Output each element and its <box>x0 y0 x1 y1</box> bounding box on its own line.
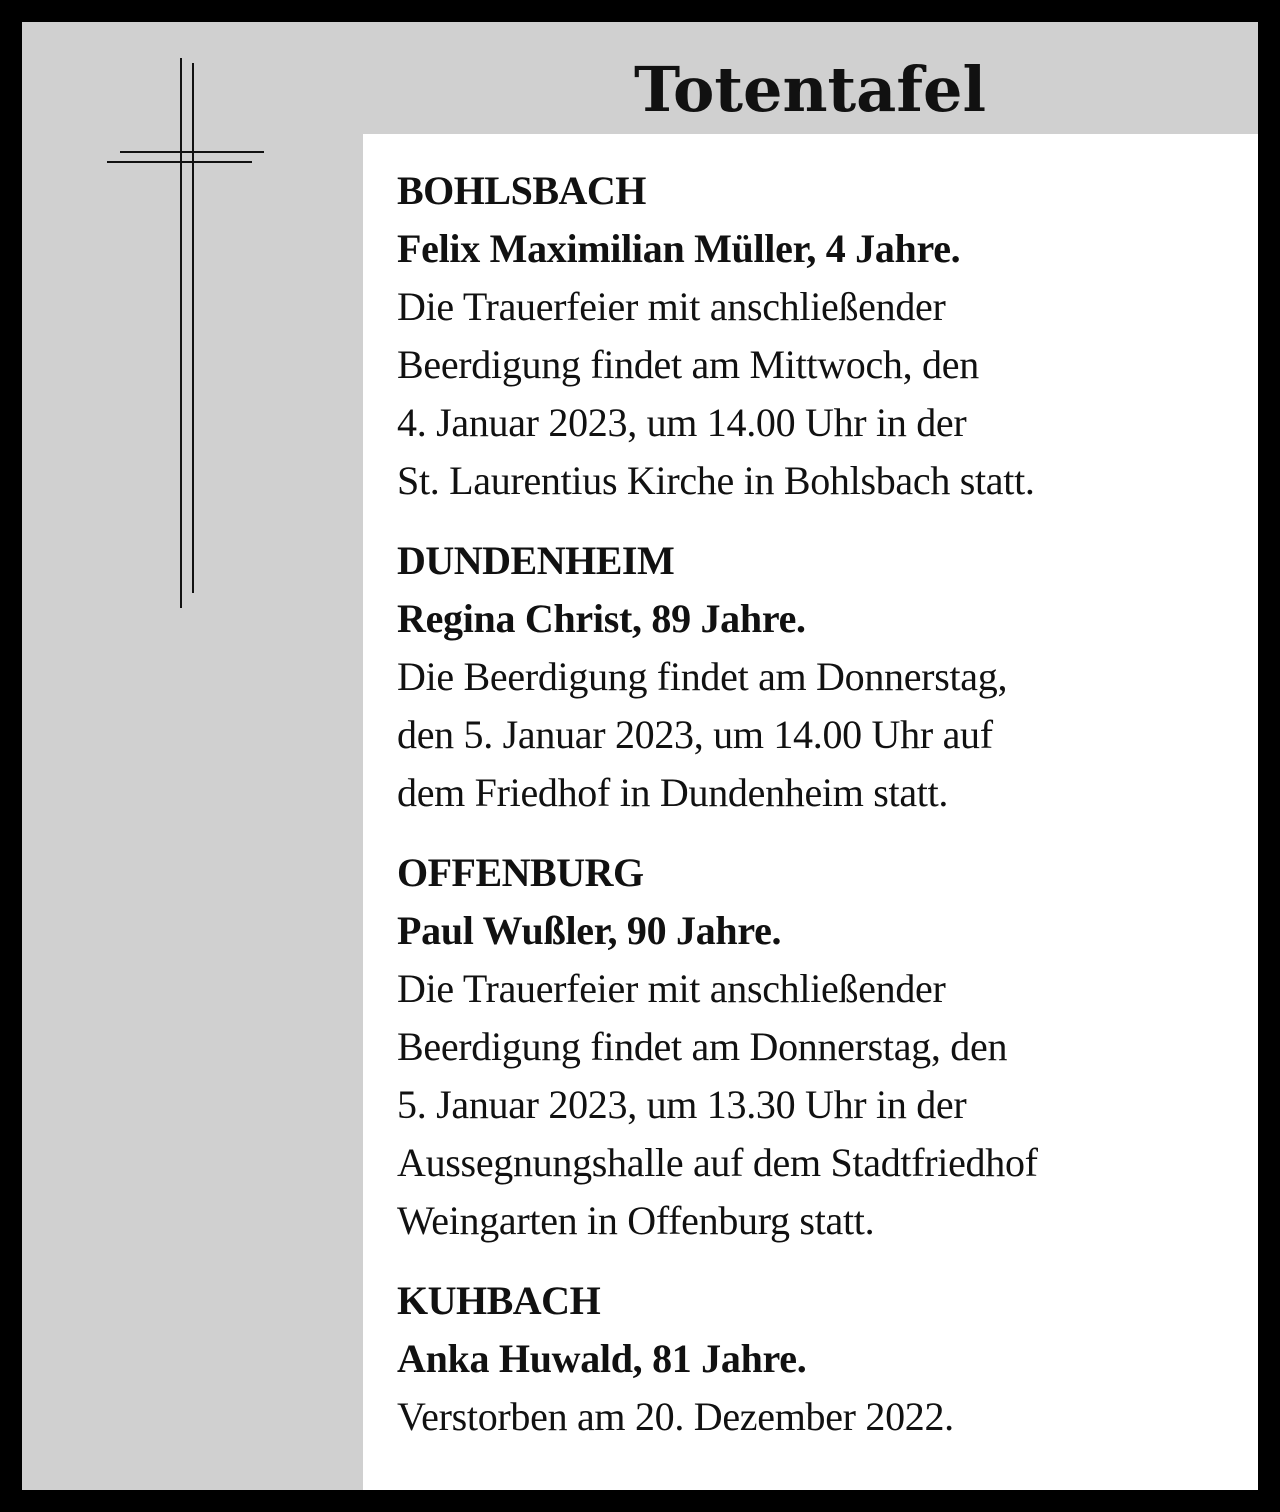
obituary-content <box>363 134 1258 1490</box>
entry-text-line: Die Beerdigung findet am Donnerstag, <box>397 654 1008 699</box>
entry-text-line: 4. Januar 2023, um 14.00 Uhr in der <box>397 400 967 445</box>
entry-person: Regina Christ, 89 Jahre. <box>397 596 806 641</box>
obituary-panel <box>22 22 1258 1490</box>
entry-person: Paul Wußler, 90 Jahre. <box>397 908 782 953</box>
entry-text-line: Verstorben am 20. Dezember 2022. <box>397 1394 954 1439</box>
entry-person: Felix Maximilian Müller, 4 Jahre. <box>397 226 961 271</box>
entry-text-line: Aussegnungshalle auf dem Stadtfriedhof <box>397 1140 1038 1185</box>
obituary-entry <box>397 532 1237 822</box>
entry-place: KUHBACH <box>397 1278 601 1323</box>
entry-text-line: St. Laurentius Kirche in Bohlsbach statt. <box>397 458 1035 503</box>
entry-text-line: 5. Januar 2023, um 13.30 Uhr in der <box>397 1082 967 1127</box>
entry-text-line: Beerdigung findet am Mittwoch, den <box>397 342 979 387</box>
entry-text-line: Die Trauerfeier mit anschließender <box>397 284 946 329</box>
entry-place: BOHLSBACH <box>397 168 646 213</box>
entry-text-line: Beerdigung findet am Donnerstag, den <box>397 1024 1008 1069</box>
page-title: Totentafel <box>633 53 987 126</box>
obituary-list <box>397 162 1237 1468</box>
entry-text-line: Die Trauerfeier mit anschließender <box>397 966 946 1011</box>
entry-person: Anka Huwald, 81 Jahre. <box>397 1336 807 1381</box>
obituary-entry <box>397 162 1237 510</box>
entry-text-line: dem Friedhof in Dundenheim statt. <box>397 770 949 815</box>
entry-text-line: Weingarten in Offenburg statt. <box>397 1198 875 1243</box>
entry-place: OFFENBURG <box>397 850 644 895</box>
obituary-entry <box>397 844 1237 1250</box>
obituary-entry <box>397 1272 1237 1446</box>
entry-place: DUNDENHEIM <box>397 538 675 583</box>
cross-icon <box>102 58 272 608</box>
entry-text-line: den 5. Januar 2023, um 14.00 Uhr auf <box>397 712 993 757</box>
